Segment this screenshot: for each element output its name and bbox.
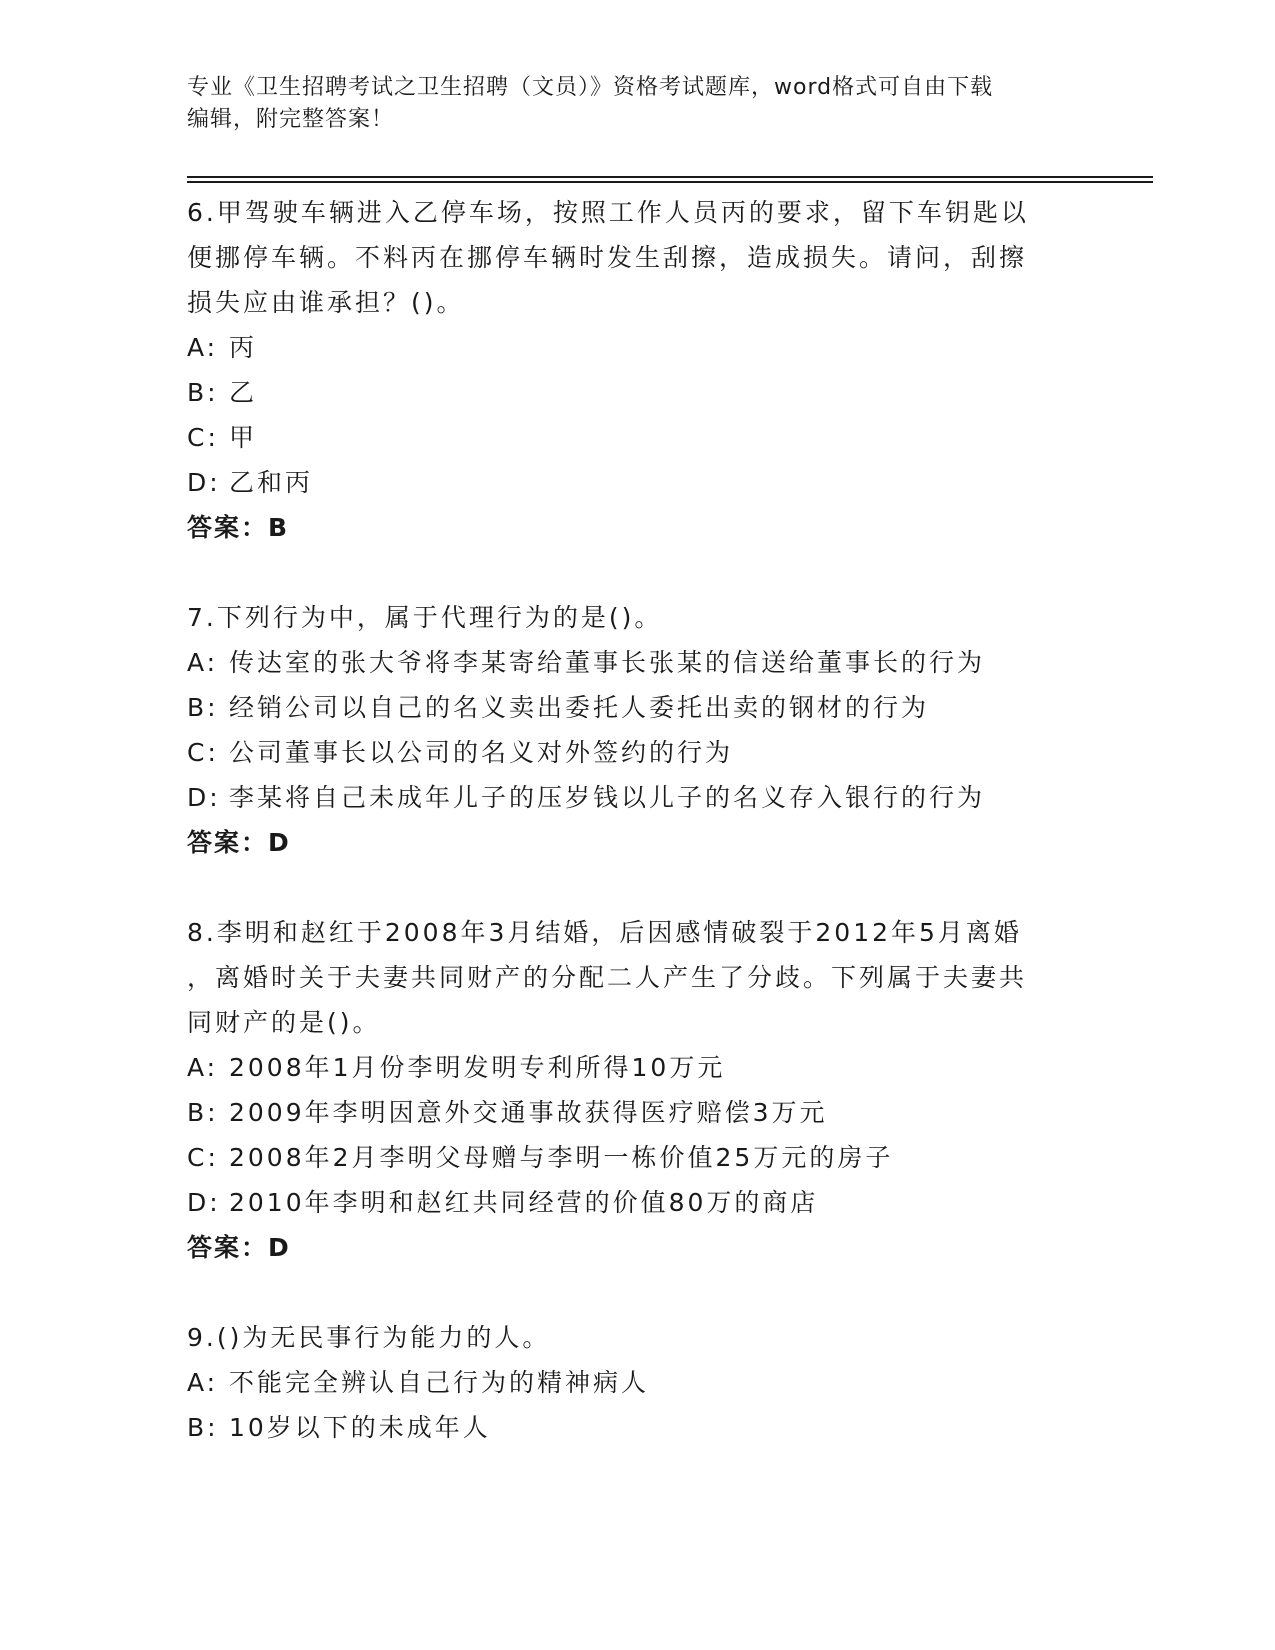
option-c <box>187 415 1067 460</box>
option-letter: D: <box>187 1188 221 1217</box>
question-stem-line: 6.甲驾驶车辆进入乙停车场，按照工作人员丙的要求，留下车钥匙以 <box>187 198 1029 227</box>
option-d <box>187 775 1067 820</box>
question-8 <box>187 910 1067 1270</box>
option-letter: D: <box>187 468 221 497</box>
option-text: 传达室的张大爷将李某寄给董事长张某的信送给董事长的行为 <box>229 648 986 677</box>
question-spacer <box>187 865 1067 910</box>
option-a <box>187 640 1067 685</box>
option-c <box>187 1135 1067 1180</box>
question-spacer <box>187 550 1067 595</box>
option-d <box>187 460 1067 505</box>
option-letter: B: <box>187 693 219 722</box>
option-a <box>187 1360 1067 1405</box>
question-list <box>187 190 1067 1450</box>
option-text: 2010年李明和赵红共同经营的价值80万的商店 <box>229 1188 819 1217</box>
document-header <box>187 72 1087 136</box>
header-divider-top <box>187 176 1153 178</box>
question-stem-line: 8.李明和赵红于2008年3月结婚，后因感情破裂于2012年5月离婚 <box>187 918 1022 947</box>
option-letter: D: <box>187 783 221 812</box>
option-text: 公司董事长以公司的名义对外签约的行为 <box>229 738 734 767</box>
option-text: 不能完全辨认自己行为的精神病人 <box>229 1368 650 1397</box>
option-letter: C: <box>187 423 219 452</box>
option-text: 李某将自己未成年儿子的压岁钱以儿子的名义存入银行的行为 <box>229 783 986 812</box>
option-letter: C: <box>187 738 219 767</box>
option-b <box>187 1090 1067 1135</box>
question-stem-line: ，离婚时关于夫妻共同财产的分配二人产生了分歧。下列属于夫妻共 <box>187 963 1028 992</box>
option-d <box>187 1180 1067 1225</box>
option-letter: A: <box>187 333 219 362</box>
option-letter: B: <box>187 1413 219 1442</box>
option-text: 2009年李明因意外交通事故获得医疗赔偿3万元 <box>229 1098 828 1127</box>
option-letter: C: <box>187 1143 219 1172</box>
option-letter: B: <box>187 378 219 407</box>
option-letter: B: <box>187 1098 219 1127</box>
question-stem-line: 9.()为无民事行为能力的人。 <box>187 1323 551 1352</box>
option-b <box>187 685 1067 730</box>
option-text: 乙和丙 <box>229 468 314 497</box>
option-text: 乙 <box>229 378 258 407</box>
option-text: 丙 <box>229 333 258 362</box>
question-stem-line: 7.下列行为中，属于代理行为的是()。 <box>187 603 663 632</box>
question-stem-line: 便挪停车辆。不料丙在挪停车辆时发生刮擦，造成损失。请问，刮擦 <box>187 243 1028 272</box>
answer-label: 答案：D <box>187 1233 291 1262</box>
question-9 <box>187 1315 1067 1450</box>
option-letter: A: <box>187 1053 219 1082</box>
question-stem-line: 损失应由谁承担？()。 <box>187 288 465 317</box>
header-line-1: 专业《卫生招聘考试之卫生招聘（文员）》资格考试题库，word格式可自由下载 <box>187 75 994 100</box>
option-c <box>187 730 1067 775</box>
option-text: 甲 <box>229 423 258 452</box>
question-spacer <box>187 1270 1067 1315</box>
header-divider-bottom <box>187 181 1153 183</box>
answer-label: 答案：D <box>187 828 291 857</box>
option-text: 2008年1月份李明发明专利所得10万元 <box>229 1053 726 1082</box>
option-a <box>187 325 1067 370</box>
option-text: 经销公司以自己的名义卖出委托人委托出卖的钢材的行为 <box>229 693 930 722</box>
option-b <box>187 1405 1067 1450</box>
option-text: 2008年2月李明父母赠与李明一栋价值25万元的房子 <box>229 1143 894 1172</box>
option-text: 10岁以下的未成年人 <box>229 1413 491 1442</box>
answer-label: 答案：B <box>187 513 290 542</box>
header-line-2: 编辑，附完整答案！ <box>187 107 395 132</box>
question-6 <box>187 190 1067 550</box>
option-a <box>187 1045 1067 1090</box>
question-stem-line: 同财产的是()。 <box>187 1008 381 1037</box>
option-b <box>187 370 1067 415</box>
question-7 <box>187 595 1067 865</box>
option-letter: A: <box>187 1368 219 1397</box>
option-letter: A: <box>187 648 219 677</box>
